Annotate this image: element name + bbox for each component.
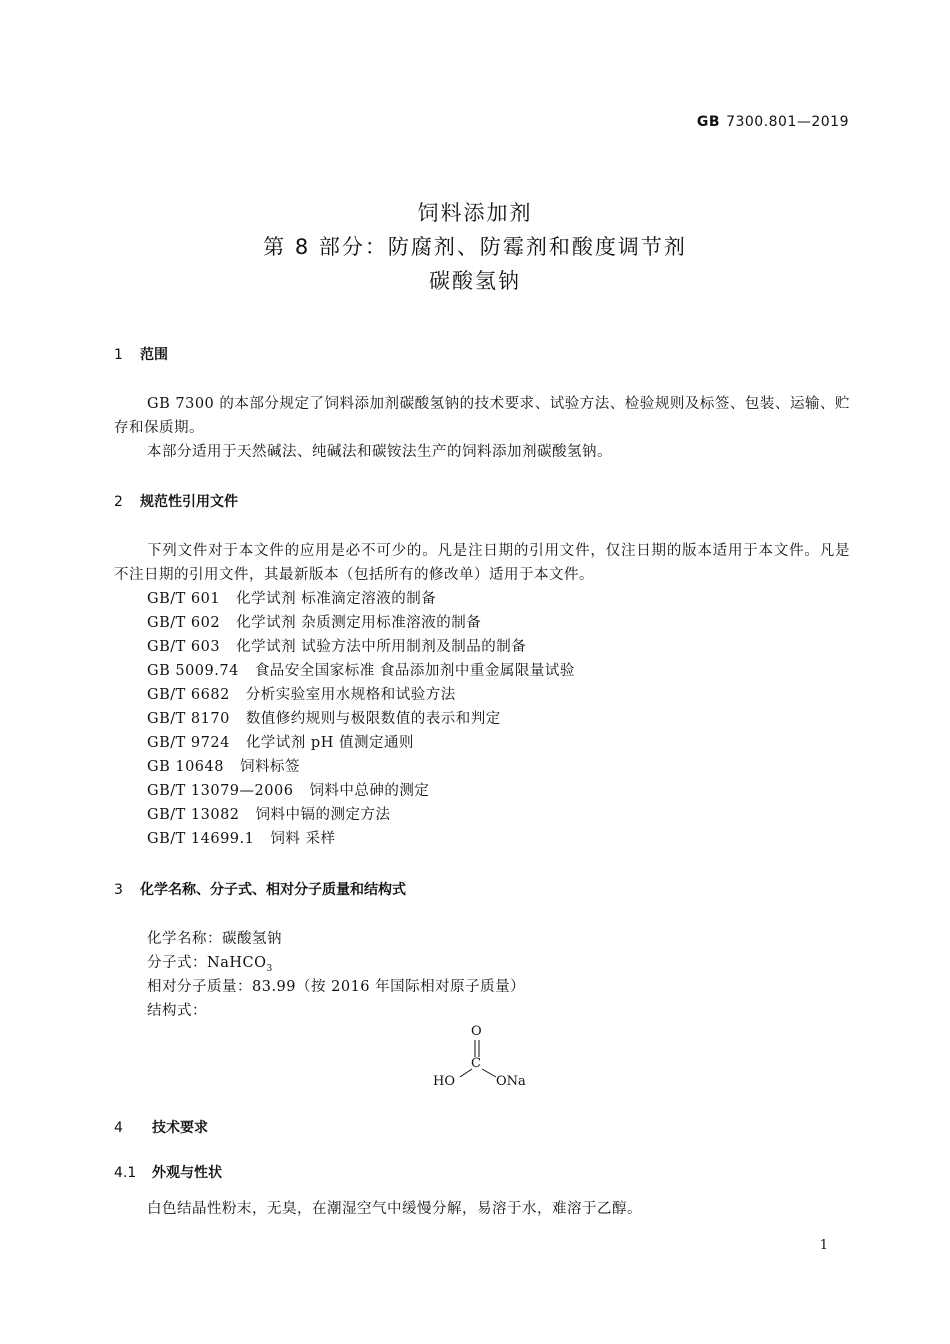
- section-4-heading: [114, 1117, 208, 1137]
- reference-title: 化学试剂 pH 值测定通则: [245, 735, 414, 751]
- reference-title: 饲料 采样: [270, 831, 336, 847]
- reference-code: GB/T 603: [147, 639, 221, 655]
- section-1-paragraph-2: 本部分适用于天然碱法、纯碱法和碳铵法生产的饲料添加剂碳酸氢钠。: [147, 444, 612, 460]
- atom-carbon-label: C: [471, 1056, 481, 1071]
- reference-item: [147, 683, 456, 704]
- reference-title: 化学试剂 试验方法中所用制剂及制品的制备: [236, 639, 527, 655]
- molecular-formula-label: 分子式：: [147, 955, 207, 971]
- reference-title: 饲料中总砷的测定: [309, 783, 430, 799]
- molecular-formula: [147, 951, 273, 974]
- title-line-3: 碳酸氢钠: [429, 269, 521, 293]
- reference-code: GB 10648: [147, 759, 224, 775]
- structural-formula: [430, 1024, 540, 1094]
- reference-item: [147, 587, 436, 608]
- section-4-1-number: 4.1: [114, 1165, 137, 1181]
- section-3-heading: [114, 879, 406, 899]
- reference-title: 饲料标签: [239, 759, 300, 775]
- reference-item: [147, 635, 526, 656]
- molecular-mass-label: 相对分子质量：: [147, 979, 252, 995]
- reference-item: [147, 611, 481, 632]
- standard-number: 7300.801—2019: [726, 114, 849, 130]
- atom-oxygen-label: O: [471, 1024, 482, 1039]
- reference-title: 分析实验室用水规格和试验方法: [245, 687, 456, 703]
- section-4-number: 4: [114, 1120, 123, 1136]
- title-line-1: 饲料添加剂: [417, 201, 533, 225]
- reference-item: [147, 731, 414, 752]
- title-line-2: 第 8 部分：防腐剂、防霉剂和酸度调节剂: [263, 235, 687, 259]
- reference-title: 化学试剂 杂质测定用标准溶液的制备: [236, 615, 482, 631]
- sodium-oxide-group-label: ONa: [496, 1074, 526, 1089]
- reference-item: [147, 827, 335, 848]
- molecular-mass-value: 83.99（按 2016 年国际相对原子质量）: [252, 979, 526, 995]
- section-4-1-title: 外观与性状: [152, 1165, 222, 1181]
- standard-prefix: GB: [696, 114, 721, 130]
- reference-item: [147, 659, 575, 680]
- section-4-1-heading: [114, 1162, 222, 1182]
- section-4-title: 技术要求: [152, 1120, 208, 1136]
- reference-title: 数值修约规则与极限数值的表示和判定: [245, 711, 501, 727]
- section-2-number: 2: [114, 494, 123, 510]
- reference-code: GB/T 8170: [147, 711, 230, 727]
- section-1-paragraph-1: GB 7300 的本部分规定了饲料添加剂碳酸氢钠的技术要求、试验方法、检验规则及标签、包装、运输、贮存和保质期。: [114, 396, 850, 436]
- chemical-name: [147, 927, 282, 948]
- section-3-title: 化学名称、分子式、相对分子质量和结构式: [140, 882, 406, 898]
- reference-item: [147, 707, 501, 728]
- reference-code: GB/T 602: [147, 615, 221, 631]
- relative-molecular-mass: [147, 975, 525, 996]
- reference-item: [147, 755, 300, 776]
- reference-code: GB/T 6682: [147, 687, 230, 703]
- section-1-heading: [114, 344, 168, 364]
- reference-code: GB 5009.74: [147, 663, 239, 679]
- chemical-name-label: 化学名称：: [147, 931, 222, 947]
- chemical-name-value: 碳酸氢钠: [222, 931, 282, 947]
- reference-title: 饲料中镉的测定方法: [255, 807, 391, 823]
- reference-title: 化学试剂 标准滴定溶液的制备: [236, 591, 437, 607]
- page-number: 1: [819, 1238, 828, 1253]
- reference-code: GB/T 14699.1: [147, 831, 255, 847]
- section-4-1-paragraph-1: 白色结晶性粉末，无臭，在潮湿空气中缓慢分解，易溶于水，难溶于乙醇。: [147, 1201, 642, 1217]
- standard-code: [697, 114, 849, 130]
- section-3-number: 3: [114, 882, 123, 898]
- reference-code: GB/T 13079—2006: [147, 783, 294, 799]
- section-1-title: 范围: [140, 347, 168, 363]
- molecular-formula-main: NaHCO: [207, 955, 267, 971]
- structural-formula-label: 结构式：: [147, 1003, 207, 1019]
- section-2-title: 规范性引用文件: [140, 494, 238, 510]
- reference-title: 食品安全国家标准 食品添加剂中重金属限量试验: [254, 663, 575, 679]
- reference-item: [147, 803, 391, 824]
- reference-code: GB/T 9724: [147, 735, 230, 751]
- molecular-formula-subscript: 3: [266, 963, 273, 974]
- hydroxyl-group-label: HO: [433, 1074, 455, 1089]
- section-2-heading: [114, 491, 238, 511]
- reference-code: GB/T 13082: [147, 807, 240, 823]
- reference-code: GB/T 601: [147, 591, 221, 607]
- section-2-paragraph-1: 下列文件对于本文件的应用是必不可少的。凡是注日期的引用文件，仅注日期的版本适用于本文件。凡是不注日期的引用文件，其最新版本（包括所有的修改单）适用于本文件。: [114, 543, 850, 583]
- reference-item: [147, 779, 429, 800]
- section-1-number: 1: [114, 347, 123, 363]
